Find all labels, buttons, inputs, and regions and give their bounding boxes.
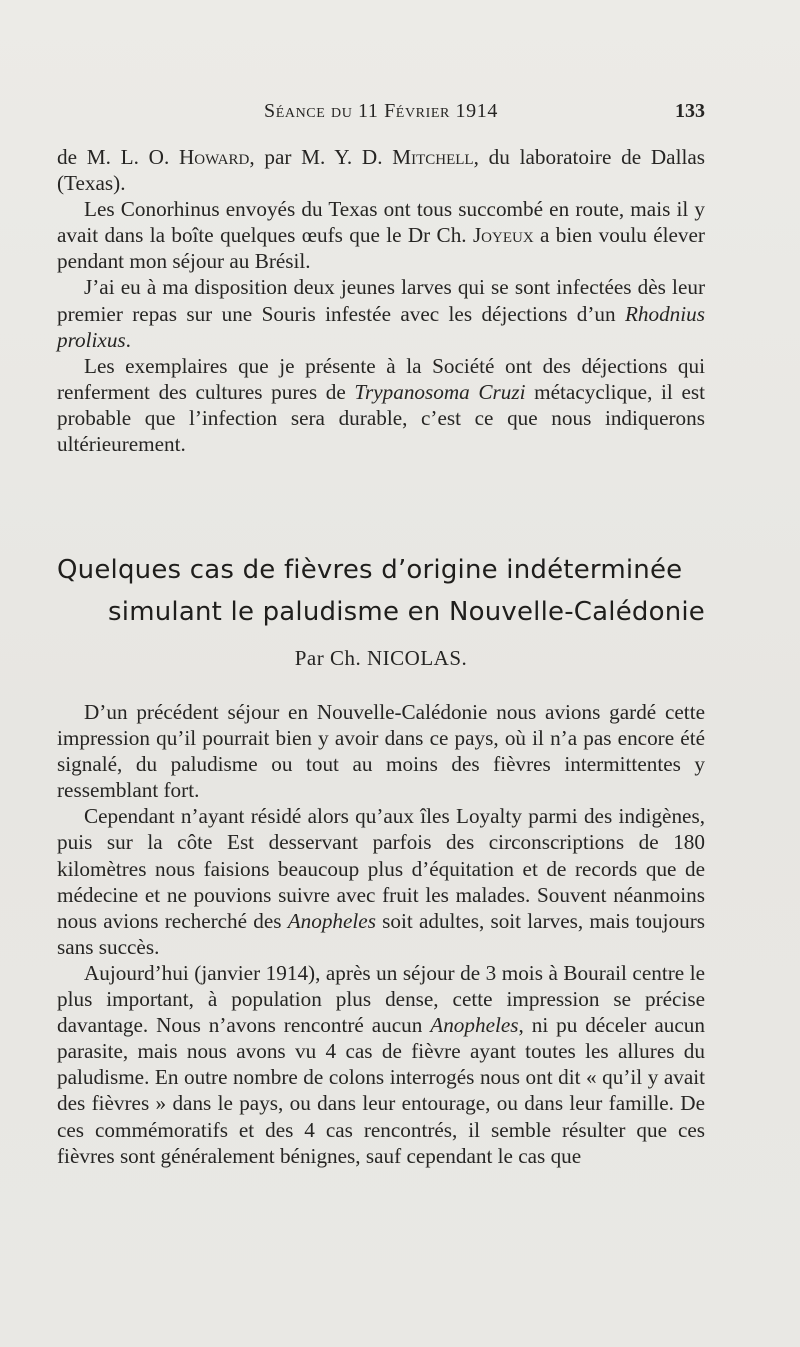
text-run: soit adultes, soit larves, mais toujours sans succès. — [57, 908, 706, 959]
text-run: Cependant n’ayant résidé alors qu’aux îles Loyalty parmi des indigènes, puis sur la côte Est desservant parfois des circonscriptions de 180 kilomètres nous faisions beaucoup plus d’équitation et de records que de médecine et ne pouvions suivre avec fruit les malades. Souvent néanmoins nous avions recherché des — [57, 804, 705, 933]
smallcaps-name: Mitchell — [392, 145, 474, 169]
byline-prefix: Par — [294, 646, 325, 670]
article-title-line-2: simulant le paludisme en Nouvelle-Calédonie — [108, 597, 705, 627]
italic-text: Anopheles — [430, 1013, 519, 1038]
paragraph — [57, 144, 705, 196]
text-run: de M. L. O. — [57, 145, 179, 169]
text-run: J’ai eu à ma disposition deux jeunes larves qui se sont infectées dès leur premier repas sur une Souris infestée avec les déjections d’un — [57, 275, 705, 326]
article-title-line-1: Quelques cas de fièvres d’origine indéterminée — [57, 555, 683, 585]
running-title: Séance du 11 Février 1914 — [264, 100, 498, 122]
running-header — [57, 100, 705, 128]
text-run: métacyclique, il est probable que l’infection sera durable, c’est ce que nous indiquerons ultérieurement. — [57, 379, 705, 457]
paragraph — [57, 960, 705, 1169]
article-body — [57, 699, 705, 1169]
text-run: Les exemplaires que je présente à la Société ont des déjections qui renferment des cultures pures de — [57, 353, 705, 404]
text-run: Aujourd’hui (janvier 1914), après un séjour de 3 mois à Bourail centre le plus important, à population plus dense, cette impression se précise davantage. Nous n’avons rencontré aucun — [57, 960, 705, 1038]
text-run: D’un précédent séjour en Nouvelle-Calédonie nous avions gardé cette impression qu’il pourrait bien y avoir dans ce pays, où il n’a pas encore été signalé, du paludisme ou tout au moins des fièvres intermittentes y ressemblant fort. — [57, 700, 705, 803]
text-run: , ni pu déceler aucun parasite, mais nous avons vu 4 cas de fièvre ayant toutes les allures du paludisme. En outre nombre de colons interrogés nous ont dit « qu’il y avait des fièvres » dans le pays, ou dans leur entourage, ou dans leur famille. De ces commémoratifs et des 4 cas rencontrés, il semble résulter que ces fièvres sont généralement bénignes, sauf cependant le cas que — [57, 1013, 705, 1168]
paragraph — [57, 196, 705, 274]
page-number: 133 — [675, 100, 705, 122]
text-run: , du laboratoire de Dallas (Texas). — [57, 145, 705, 196]
text-run: a bien voulu élever pendant mon séjour au Brésil. — [57, 223, 705, 274]
italic-text: Rhodnius prolixus — [57, 301, 705, 352]
paragraph — [57, 803, 705, 960]
smallcaps-name: Howard — [179, 145, 250, 169]
article-byline — [57, 646, 705, 671]
previous-article-text — [57, 144, 705, 457]
smallcaps-name: Joyeux — [472, 223, 534, 248]
text-run: , par M. Y. D. — [249, 145, 393, 169]
text-run: Les Conorhinus envoyés du Texas ont tous succombé en route, mais il y avait dans la boîte quelques œufs que le Dr Ch. — [57, 197, 705, 248]
byline-author: Ch. NICOLAS. — [329, 646, 468, 670]
paragraph — [57, 353, 705, 457]
paragraph — [57, 699, 705, 803]
italic-text: Anopheles — [287, 908, 376, 933]
text-run: . — [125, 327, 131, 352]
article-title — [57, 549, 705, 633]
paragraph — [57, 274, 705, 352]
italic-text: Trypanosoma Cruzi — [354, 379, 526, 404]
